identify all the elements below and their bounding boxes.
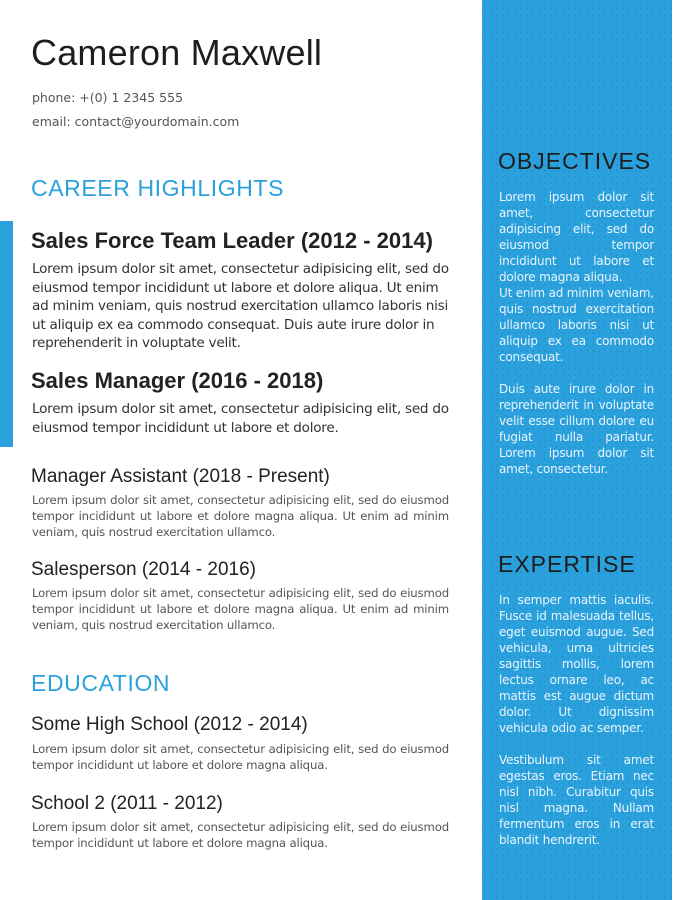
accent-bar	[0, 221, 13, 447]
objectives-paragraph: Ut enim ad minim veniam, quis nostrud exercitation ullamco laboris nisi ut aliquip ex ea commodo consequat.	[499, 286, 654, 364]
sidebar-title-objectives: OBJECTIVES	[498, 148, 652, 174]
objectives-paragraph: Duis aute irure dolor in reprehenderit in voluptate velit esse cillum dolore eu fugiat nulla pariatur. Lorem ipsum dolor sit amet, consectetur.	[499, 382, 654, 476]
job-description: Lorem ipsum dolor sit amet, consectetur adipisicing elit, sed do eiusmod tempor incididunt ut labore et dolore aliqua. Ut enim ad minim veniam, quis nostrud exercitation ullamco laboris nisi ut aliquip ex ea commodo consequat. Duis aute irure dolor in reprehenderit in voluptate velit.	[32, 261, 449, 352]
job-title: Sales Force Team Leader (2012 - 2014)	[31, 228, 433, 253]
job-description: Lorem ipsum dolor sit amet, consectetur adipisicing elit, sed do eiusmod tempor incididunt ut labore et dolore.	[32, 401, 449, 436]
objectives-paragraph: Lorem ipsum dolor sit amet, consectetur adipisicing elit, sed do eiusmod tempor incididunt ut labore et dolore magna aliqua.	[499, 190, 654, 284]
section-title-education: EDUCATION	[31, 670, 171, 696]
education-title: Some High School (2012 - 2014)	[31, 714, 308, 735]
expertise-paragraph: In semper mattis iaculis. Fusce id malesuada tellus, eget euismod augue. Sed vehicula, urna ultricies sagittis mollis, lorem lectus ornare leo, ac mattis est augue dictum dolor. Ut dignissim vehicula odio ac semper.	[499, 593, 654, 735]
sidebar-title-expertise: EXPERTISE	[498, 551, 636, 577]
education-title: School 2 (2011 - 2012)	[31, 793, 223, 814]
job-title: Manager Assistant (2018 - Present)	[31, 466, 330, 487]
section-title-career-highlights: CAREER HIGHLIGHTS	[31, 175, 285, 201]
job-description: Lorem ipsum dolor sit amet, consectetur adipisicing elit, sed do eiusmod tempor incididunt ut labore et dolore magna aliqua. Ut enim ad minim veniam, quis nostrud exercitation ullamco.	[32, 493, 449, 540]
candidate-name: Cameron Maxwell	[31, 32, 323, 73]
contact-email: email: contact@yourdomain.com	[32, 114, 240, 129]
contact-phone: phone: +(0) 1 2345 555	[32, 90, 184, 105]
education-description: Lorem ipsum dolor sit amet, consectetur adipisicing elit, sed do eiusmod tempor incididunt ut labore et dolore magna aliqua.	[32, 742, 449, 773]
education-description: Lorem ipsum dolor sit amet, consectetur adipisicing elit, sed do eiusmod tempor incididunt ut labore et dolore magna aliqua.	[32, 820, 449, 851]
job-title: Salesperson (2014 - 2016)	[31, 559, 256, 580]
job-title: Sales Manager (2016 - 2018)	[31, 368, 324, 393]
expertise-paragraph: Vestibulum sit amet egestas eros. Etiam nec nisl nibh. Curabitur quis nisl magna. Nullam fermentum eros in erat blandit hendrerit.	[499, 753, 654, 847]
job-description: Lorem ipsum dolor sit amet, consectetur adipisicing elit, sed do eiusmod tempor incididunt ut labore et dolore magna aliqua. Ut enim ad minim veniam, quis nostrud exercitation ullamco.	[32, 586, 449, 633]
